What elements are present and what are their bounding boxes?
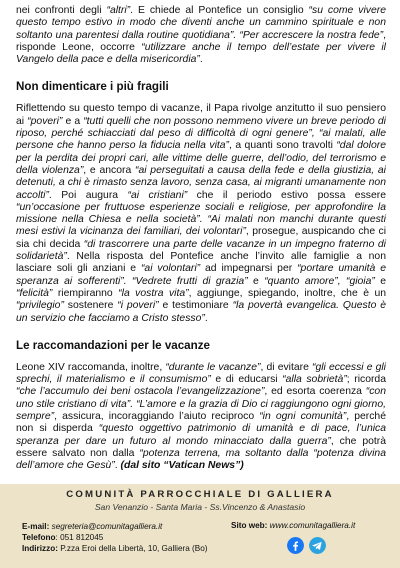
address-line bbox=[22, 543, 208, 554]
article bbox=[16, 5, 386, 473]
phone-label: Telefono bbox=[22, 533, 56, 543]
telegram-icon[interactable] bbox=[309, 537, 326, 554]
email-link[interactable]: segreteria@comunitagalliera.it bbox=[51, 522, 163, 531]
quote-text: “gli eccessi e gli sprechi, il materialismo e il consumismo” bbox=[16, 361, 386, 386]
quote-text: “alla sobrietà” bbox=[282, 374, 347, 386]
quote-text: “felicità” bbox=[16, 287, 53, 299]
quote-text: “tutti quelli che non possono nemmeno vivere un breve periodo di riposo, perché schiacciati dal peso di difficoltà di ogni genere”, “ai malati, alle persone che hanno perso la fiducia nella vita” bbox=[16, 115, 386, 152]
quote-text: “durante le vacanze” bbox=[165, 361, 261, 373]
quote-text: “ai cristiani” bbox=[127, 189, 188, 201]
quote-text: “dal dolore per la perdita dei propri cari, alle vittime delle guerre, dell’odio, del terrorismo e della violenza” bbox=[16, 140, 386, 176]
heading-raccomandazioni: Le raccomandazioni per le vacanze bbox=[16, 338, 210, 352]
paragraph-fragili: Riflettendo su questo tempo di vacanze, il Papa rivolge anzitutto il suo pensiero ai “poveri” e a “tutti quelli che non possono nemmeno vivere un breve periodo di riposo, perché schiacciati dal peso di difficoltà di ogni genere”, “ai malati, alle persone che hanno perso la fiducia nella vita”, a quanti sono travolti “dal dolore per la perdita dei propri cari, alle vittime delle guerre, dell’odio, del terrorismo e della violenza”, e ancora “ai perseguitati a causa della fede e della giustizia, ai detenuti, a chi è rimasto senza lavoro, senza casa, ai migranti umanamente non accolti”. Poi augura “ai cristiani” che il periodo estivo possa essere “un’occasione per fruttuose esperienze sociali e religiose, per approfondire la missione nella Chiesa e nella società”. “Ai malati non manchi durante questi mesi estivi la vicinanza dei familiari, dei volontari”, prosegue, auspicando che ci sia chi decida “di trascorrere una parte delle vacanze in un impegno fraterno di solidarietà”. Nella risposta del Pontefice anche l’invito alle famiglie a non lasciare soli gli anziani e “ai volontari” ad impegnarsi per “portare umanità e speranza ai sofferenti”. “Vedrete frutti di grazia” e “quanto amore”, “gioia” e “felicità” riempiranno “la vostra vita”, aggiunge, spiegando, inoltre, che è un “privilegio” sostenere “i poveri” e testimoniare “la povertà evangelica. Questo è un servizio che facciamo a Cristo stesso”. bbox=[16, 103, 387, 324]
email-label: E-mail: bbox=[22, 522, 50, 531]
quote-text: “ai perseguitati a causa della fede e della giustizia, ai detenuti, a chi è rimasto senza lavoro, senza casa, ai migranti umanamente non accolti” bbox=[16, 164, 386, 201]
quote-text: “portare umanità e speranza ai sofferenti”. “Vedrete frutti di grazia” bbox=[16, 263, 386, 287]
footer-title: COMUNITÀ PARROCCHIALE DI GALLIERA bbox=[66, 489, 334, 500]
quote-text: “di trascorrere una parte delle vacanze in un impegno fraterno di solidarietà” bbox=[16, 238, 386, 263]
email-line bbox=[22, 521, 208, 532]
quote-text: “questo oggettivo patrimonio di umanità e di pace, l’unica speranza per dare un futuro al mondo minacciato dalla guerra” bbox=[16, 423, 387, 447]
quote-text: “i poveri” bbox=[117, 300, 159, 312]
paragraph-intro: nei confronti degli “altri”. E chiede al Pontefice un consiglio “su come vivere questo tempo estivo in modo che diventi anche un cammino spirituale e non soltanto una parentesi dalla routine quotidiana”. “Per accrescere la nostra fede”, risponde Leone, occorre “utilizzare anche il tempo dell’estate per vivere il Vangelo della pace e della misericordia”. bbox=[16, 5, 386, 66]
quote-text: “la vostra vita” bbox=[118, 287, 189, 299]
social-icons bbox=[287, 537, 326, 554]
site-label: Sito web: bbox=[231, 521, 268, 530]
address-text: P.zza Eroi della Libertà, 10, Galliera (Bo) bbox=[60, 544, 208, 554]
quote-text: “la povertà evangelica. Questo è un servizio che facciamo a Cristo stesso” bbox=[16, 300, 386, 324]
quote-text: “che l’accumulo dei beni ostacola l’evangelizzazione” bbox=[16, 386, 265, 398]
facebook-icon[interactable] bbox=[287, 537, 304, 554]
quote-text: “privilegio” bbox=[16, 300, 64, 312]
quote-text: “quanto amore”, “gioia” bbox=[264, 275, 375, 287]
quote-text: “su come vivere questo tempo estivo in modo che diventi anche un cammino spirituale e non soltanto una parentesi dalla routine quotidiana”. “Per accrescere la nostra fede” bbox=[16, 5, 386, 41]
website-line bbox=[231, 521, 355, 530]
quote-text: “ai volontari” bbox=[140, 263, 201, 275]
quote-text: “un’occasione per fruttuose esperienze sociali e religiose, per approfondire la missione nella Chiesa e nella società”. “Ai malati non manchi durante questi mesi estivi la vicinanza dei familiari, dei volontari” bbox=[16, 201, 386, 238]
quote-text: “con uno stile cristiano di vita”. “L’amore e la grazia di Dio ci raggiungono ogni giorno, sempre” bbox=[16, 386, 386, 423]
phone-number[interactable]: : 051 812045 bbox=[55, 533, 104, 543]
source-credit: (dal sito “Vatican News”) bbox=[120, 460, 244, 472]
quote-text: “potenza terrena, ma soltanto dalla “potenza divina dell’amore che Gesù” bbox=[16, 447, 386, 472]
footer-contacts bbox=[22, 521, 208, 555]
quote-text: “utilizzare anche il tempo dell’estate per vivere il Vangelo della pace e della misericordia” bbox=[16, 41, 386, 66]
heading-fragili: Non dimenticare i più fragili bbox=[16, 80, 169, 94]
quote-text: “in ogni comunità” bbox=[259, 411, 347, 423]
paragraph-raccomandazioni: Leone XIV raccomanda, inoltre, “durante le vacanze”, di evitare “gli eccessi e gli sprechi, il materialismo e il consumismo” e di educarsi “alla sobrietà”; ricorda “che l’accumulo dei beni ostacola l’evangelizzazione”, ed esorta coerenza “con uno stile cristiano di vita”. “L’amore e la grazia di Dio ci raggiungono ogni giorno, sempre”, assicura, incoraggiando l’aiuto reciproco “in ogni comunità”, perché non si disperda “questo oggettivo patrimonio di umanità e di pace, l’unica speranza per dare un futuro al mondo minacciato dalla guerra”, che potrà essere salvato non dalla “potenza terrena, ma soltanto dalla “potenza divina dell’amore che Gesù”. (dal sito “Vatican News”) bbox=[16, 361, 387, 472]
address-label: Indirizzo: bbox=[22, 544, 58, 554]
website-link[interactable]: www.comunitagalliera.it bbox=[269, 521, 356, 530]
footer-subtitle: San Venanzio - Santa Maria - Ss.Vincenzo & Anastasio bbox=[94, 502, 306, 512]
quote-text: “altri” bbox=[106, 5, 131, 16]
quote-text: “poveri” bbox=[27, 115, 63, 127]
parish-footer bbox=[0, 484, 400, 568]
phone-line bbox=[22, 532, 208, 543]
